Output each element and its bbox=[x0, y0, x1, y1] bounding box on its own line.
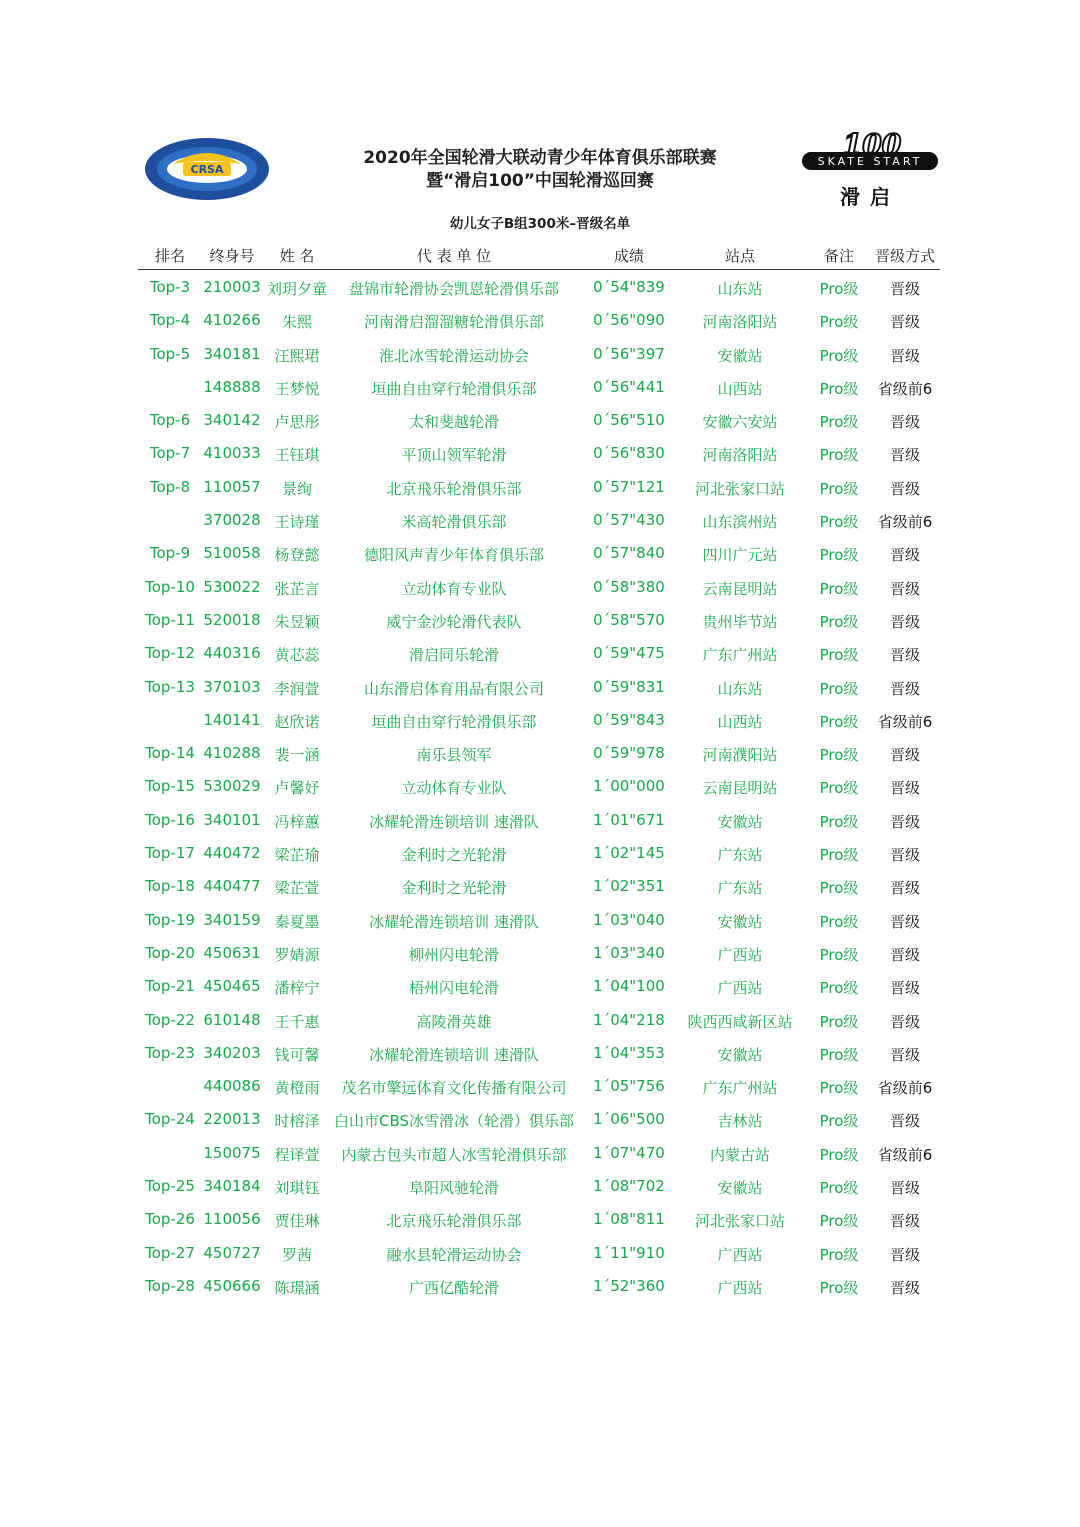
cell-note: Pro级 bbox=[819, 1245, 859, 1264]
cell-id: 440086 bbox=[203, 1077, 261, 1096]
cell-time: 0´59"978 bbox=[593, 744, 665, 763]
cell-id: 370103 bbox=[203, 677, 261, 696]
cell-promo: 晋级 bbox=[889, 413, 920, 432]
cell-note: Pro级 bbox=[819, 812, 859, 831]
cell-promo: 晋级 bbox=[889, 945, 920, 964]
cell-time: 1´03"340 bbox=[593, 943, 665, 962]
cell-time: 1´04"218 bbox=[593, 1010, 665, 1029]
cell-note: Pro级 bbox=[819, 1112, 859, 1131]
cell-rank: Top-14 bbox=[145, 744, 195, 763]
table-row bbox=[138, 671, 940, 704]
table-row bbox=[138, 870, 940, 903]
cell-note: Pro级 bbox=[819, 1278, 859, 1297]
cell-id: 210003 bbox=[203, 278, 261, 296]
cell-station: 山东站 bbox=[717, 679, 763, 698]
table-row bbox=[138, 338, 940, 371]
cell-id: 148888 bbox=[203, 377, 261, 396]
cell-station: 安徽站 bbox=[717, 346, 763, 365]
cell-station: 广东广州站 bbox=[702, 646, 778, 665]
cell-rank: Top-9 bbox=[149, 544, 191, 563]
cell-name: 潘梓宁 bbox=[274, 979, 320, 998]
skate-start-logo bbox=[800, 128, 940, 212]
cell-promo: 晋级 bbox=[889, 879, 920, 898]
cell-station: 安徽站 bbox=[717, 912, 763, 931]
cell-note: Pro级 bbox=[819, 579, 859, 598]
cell-rank: Top-20 bbox=[145, 943, 195, 962]
cell-station: 河南濮阳站 bbox=[702, 746, 778, 765]
cell-name: 杨登懿 bbox=[274, 546, 320, 565]
cell-rank: Top-27 bbox=[145, 1243, 195, 1262]
cell-id: 440477 bbox=[203, 877, 261, 896]
table-row bbox=[138, 1170, 940, 1203]
header-station: 站点 bbox=[724, 247, 755, 265]
cell-id: 340203 bbox=[203, 1043, 261, 1062]
cell-station: 广西站 bbox=[717, 979, 763, 998]
cell-club: 梧州闪电轮滑 bbox=[408, 979, 499, 998]
cell-station: 云南昆明站 bbox=[702, 579, 778, 598]
cell-station: 吉林站 bbox=[717, 1112, 763, 1131]
cell-id: 410288 bbox=[203, 744, 261, 763]
cell-club: 融水县轮滑运动协会 bbox=[386, 1245, 522, 1264]
crsa-logo-text: CRSA bbox=[190, 163, 224, 176]
cell-club: 滑启同乐轮滑 bbox=[408, 646, 499, 665]
cell-club: 高陵滑英雄 bbox=[416, 1012, 492, 1031]
table-header bbox=[138, 243, 940, 269]
cell-id: 410033 bbox=[203, 444, 261, 463]
table-row bbox=[138, 571, 940, 604]
cell-note: Pro级 bbox=[819, 779, 859, 798]
cell-name: 朱昱颖 bbox=[274, 612, 320, 631]
cell-id: 520018 bbox=[203, 610, 261, 629]
cell-rank: Top-3 bbox=[149, 278, 191, 296]
cell-promo: 晋级 bbox=[889, 846, 920, 865]
cell-time: 1´02"351 bbox=[593, 877, 665, 896]
cell-rank: Top-19 bbox=[145, 910, 195, 929]
cell-note: Pro级 bbox=[819, 546, 859, 565]
cell-club: 冰耀轮滑连锁培训 速滑队 bbox=[369, 812, 539, 831]
cell-note: Pro级 bbox=[819, 513, 859, 532]
cell-club: 北京飛乐轮滑俱乐部 bbox=[386, 1212, 522, 1231]
table-row bbox=[138, 1237, 940, 1270]
cell-club: 盘锦市轮滑协会凯恩轮滑俱乐部 bbox=[348, 280, 559, 298]
cell-name: 黄芯蕊 bbox=[274, 646, 320, 665]
table-row bbox=[138, 1037, 940, 1070]
cell-station: 广东站 bbox=[717, 846, 763, 865]
cell-time: 0´54"839 bbox=[593, 278, 665, 296]
table-row bbox=[138, 804, 940, 837]
cell-station: 河北张家口站 bbox=[694, 479, 785, 498]
cell-promo: 晋级 bbox=[889, 579, 920, 598]
cell-club: 德阳风声青少年体育俱乐部 bbox=[363, 546, 544, 565]
table-row bbox=[138, 737, 940, 770]
cell-id: 340101 bbox=[203, 810, 261, 829]
table-row bbox=[138, 404, 940, 437]
cell-name: 王梦悦 bbox=[274, 379, 320, 398]
cell-note: Pro级 bbox=[819, 479, 859, 498]
cell-time: 1´01"671 bbox=[593, 810, 665, 829]
cell-id: 140141 bbox=[203, 710, 261, 729]
cell-time: 0´59"475 bbox=[593, 644, 665, 663]
cell-club: 金利时之光轮滑 bbox=[401, 879, 507, 898]
cell-note: Pro级 bbox=[819, 712, 859, 731]
cell-rank: Top-21 bbox=[145, 977, 195, 996]
header-promo: 晋级方式 bbox=[874, 247, 935, 265]
cell-station: 山东站 bbox=[717, 280, 763, 298]
results-table bbox=[138, 271, 940, 1303]
cell-note: Pro级 bbox=[819, 446, 859, 465]
cell-note: Pro级 bbox=[819, 912, 859, 931]
cell-note: Pro级 bbox=[819, 1079, 859, 1098]
cell-name: 张芷言 bbox=[274, 579, 320, 598]
cell-promo: 晋级 bbox=[889, 1112, 920, 1131]
table-row bbox=[138, 1137, 940, 1170]
cell-name: 卢馨妤 bbox=[274, 779, 320, 798]
cell-promo: 晋级 bbox=[889, 313, 920, 332]
table-row bbox=[138, 271, 940, 304]
cell-name: 景绚 bbox=[281, 479, 312, 498]
cell-id: 340184 bbox=[203, 1177, 261, 1196]
cell-promo: 省级前6 bbox=[877, 712, 933, 731]
cell-name: 刘琪钰 bbox=[274, 1179, 320, 1198]
cell-id: 150075 bbox=[203, 1143, 261, 1162]
cell-id: 340159 bbox=[203, 910, 261, 929]
cell-name: 秦夏墨 bbox=[274, 912, 320, 931]
cell-promo: 晋级 bbox=[889, 546, 920, 565]
cell-club: 阜阳风驰轮滑 bbox=[408, 1179, 499, 1198]
cell-promo: 晋级 bbox=[889, 646, 920, 665]
cell-station: 安徽站 bbox=[717, 1045, 763, 1064]
cell-club: 平顶山领军轮滑 bbox=[401, 446, 507, 465]
cell-rank: Top-11 bbox=[145, 610, 195, 629]
cell-promo: 晋级 bbox=[889, 912, 920, 931]
table-row bbox=[138, 1103, 940, 1136]
cell-time: 1´02"145 bbox=[593, 844, 665, 863]
cell-promo: 晋级 bbox=[889, 779, 920, 798]
cell-name: 黄橙雨 bbox=[274, 1079, 320, 1098]
cell-station: 安徽站 bbox=[717, 1179, 763, 1198]
cell-time: 0´56"090 bbox=[593, 311, 665, 330]
cell-promo: 晋级 bbox=[889, 679, 920, 698]
cell-note: Pro级 bbox=[819, 1145, 859, 1164]
cell-station: 广西站 bbox=[717, 1245, 763, 1264]
page-subtitle: 幼儿女子B组300米–晋级名单 bbox=[449, 216, 631, 232]
cell-club: 冰耀轮滑连锁培训 速滑队 bbox=[369, 912, 539, 931]
cell-station: 四川广元站 bbox=[702, 546, 778, 565]
cell-name: 朱熙 bbox=[281, 313, 312, 332]
cell-note: Pro级 bbox=[819, 379, 859, 398]
cell-station: 山西站 bbox=[717, 379, 763, 398]
cell-station: 河南洛阳站 bbox=[702, 446, 778, 465]
skate-start-logo-text: SKATE START bbox=[817, 155, 923, 168]
cell-rank: Top-25 bbox=[145, 1177, 195, 1196]
cell-club: 柳州闪电轮滑 bbox=[408, 945, 499, 964]
cell-time: 1´04"353 bbox=[593, 1043, 665, 1062]
header-rank: 排名 bbox=[154, 247, 185, 265]
cell-promo: 晋级 bbox=[889, 446, 920, 465]
cell-station: 内蒙古站 bbox=[709, 1145, 770, 1164]
table-row bbox=[138, 704, 940, 737]
cell-name: 梁芷萱 bbox=[274, 879, 320, 898]
cell-promo: 晋级 bbox=[889, 1179, 920, 1198]
cell-name: 刘玥夕童 bbox=[266, 280, 327, 298]
cell-id: 450727 bbox=[203, 1243, 261, 1262]
cell-id: 510058 bbox=[203, 544, 261, 563]
cell-promo: 晋级 bbox=[889, 812, 920, 831]
cell-club: 太和斐越轮滑 bbox=[408, 413, 499, 432]
cell-name: 陈璟涵 bbox=[274, 1278, 320, 1297]
cell-rank: Top-26 bbox=[145, 1210, 195, 1229]
cell-id: 440472 bbox=[203, 844, 261, 863]
cell-note: Pro级 bbox=[819, 1045, 859, 1064]
cell-club: 垣曲自由穿行轮滑俱乐部 bbox=[371, 379, 537, 398]
cell-rank: Top-13 bbox=[145, 677, 195, 696]
cell-club: 北京飛乐轮滑俱乐部 bbox=[386, 479, 522, 498]
cell-promo: 晋级 bbox=[889, 1045, 920, 1064]
cell-station: 山东滨州站 bbox=[702, 513, 778, 532]
cell-name: 王钰琪 bbox=[274, 446, 320, 465]
cell-promo: 晋级 bbox=[889, 612, 920, 631]
table-row bbox=[138, 904, 940, 937]
table-row bbox=[138, 437, 940, 470]
cell-note: Pro级 bbox=[819, 1212, 859, 1231]
table-row bbox=[138, 637, 940, 670]
cell-promo: 省级前6 bbox=[877, 1145, 933, 1164]
cell-id: 370028 bbox=[203, 511, 261, 530]
cell-time: 0´56"510 bbox=[593, 411, 665, 430]
cell-id: 110056 bbox=[203, 1210, 261, 1229]
cell-rank: Top-15 bbox=[145, 777, 195, 796]
table-row bbox=[138, 1004, 940, 1037]
cell-note: Pro级 bbox=[819, 280, 859, 298]
cell-rank: Top-8 bbox=[149, 477, 191, 496]
cell-promo: 晋级 bbox=[889, 746, 920, 765]
cell-club: 淮北冰雪轮滑运动协会 bbox=[378, 346, 529, 365]
cell-name: 裴一涵 bbox=[274, 746, 320, 765]
table-row bbox=[138, 471, 940, 504]
cell-id: 340142 bbox=[203, 411, 261, 430]
cell-id: 410266 bbox=[203, 311, 261, 330]
cell-id: 340181 bbox=[203, 344, 261, 363]
cell-promo: 省级前6 bbox=[877, 513, 933, 532]
cell-rank: Top-7 bbox=[149, 444, 191, 463]
cell-rank: Top-5 bbox=[149, 344, 191, 363]
cell-club: 威宁金沙轮滑代表队 bbox=[386, 612, 522, 631]
cell-note: Pro级 bbox=[819, 1179, 859, 1198]
cell-station: 贵州毕节站 bbox=[702, 612, 778, 631]
cell-time: 1´07"470 bbox=[593, 1143, 665, 1162]
cell-rank: Top-4 bbox=[149, 311, 191, 330]
cell-club: 立动体育专业队 bbox=[401, 779, 507, 798]
table-row bbox=[138, 837, 940, 870]
table-row bbox=[138, 537, 940, 570]
cell-rank: Top-24 bbox=[145, 1110, 195, 1129]
cell-time: 1´52"360 bbox=[593, 1276, 665, 1295]
cell-promo: 晋级 bbox=[889, 280, 920, 298]
cell-promo: 省级前6 bbox=[877, 1079, 933, 1098]
cell-promo: 晋级 bbox=[889, 1245, 920, 1264]
cell-note: Pro级 bbox=[819, 313, 859, 332]
cell-time: 1´00"000 bbox=[593, 777, 665, 796]
cell-rank: Top-18 bbox=[145, 877, 195, 896]
cell-promo: 晋级 bbox=[889, 979, 920, 998]
cell-rank: Top-6 bbox=[149, 411, 191, 430]
cell-club: 冰耀轮滑连锁培训 速滑队 bbox=[369, 1045, 539, 1064]
cell-station: 安徽站 bbox=[717, 812, 763, 831]
cell-name: 李润萱 bbox=[274, 679, 320, 698]
cell-note: Pro级 bbox=[819, 846, 859, 865]
cell-note: Pro级 bbox=[819, 979, 859, 998]
page-title-line2: 暨“滑启100”中国轮滑巡回赛 bbox=[426, 171, 654, 191]
table-row bbox=[138, 970, 940, 1003]
cell-time: 0´57"121 bbox=[593, 477, 665, 496]
cell-station: 山西站 bbox=[717, 712, 763, 731]
cell-note: Pro级 bbox=[819, 612, 859, 631]
cell-name: 程译萱 bbox=[274, 1145, 320, 1164]
skate-start-logo-cn: 滑启 bbox=[840, 185, 900, 209]
cell-station: 云南昆明站 bbox=[702, 779, 778, 798]
cell-rank: Top-17 bbox=[145, 844, 195, 863]
cell-club: 立动体育专业队 bbox=[401, 579, 507, 598]
cell-name: 卢思彤 bbox=[274, 413, 320, 432]
cell-promo: 晋级 bbox=[889, 1012, 920, 1031]
cell-time: 1´06"500 bbox=[593, 1110, 665, 1129]
cell-name: 梁芷瑜 bbox=[274, 846, 320, 865]
skate-start-logo-number: 100 bbox=[842, 128, 902, 161]
table-row bbox=[138, 304, 940, 337]
cell-time: 0´59"831 bbox=[593, 677, 665, 696]
cell-time: 1´03"040 bbox=[593, 910, 665, 929]
cell-name: 赵欣诺 bbox=[274, 712, 320, 731]
cell-station: 陕西西咸新区站 bbox=[687, 1012, 793, 1031]
header-club: 代 表 单 位 bbox=[416, 247, 492, 265]
cell-rank: Top-16 bbox=[145, 810, 195, 829]
cell-station: 广东广州站 bbox=[702, 1079, 778, 1098]
cell-time: 0´59"843 bbox=[593, 710, 665, 729]
cell-time: 0´57"430 bbox=[593, 511, 665, 530]
cell-name: 罗婧源 bbox=[274, 945, 320, 964]
cell-promo: 晋级 bbox=[889, 1212, 920, 1231]
cell-club: 垣曲自由穿行轮滑俱乐部 bbox=[371, 712, 537, 731]
cell-note: Pro级 bbox=[819, 1012, 859, 1031]
header-id: 终身号 bbox=[209, 247, 255, 265]
cell-time: 1´08"811 bbox=[593, 1210, 665, 1229]
cell-station: 河南洛阳站 bbox=[702, 313, 778, 332]
cell-promo: 晋级 bbox=[889, 479, 920, 498]
cell-note: Pro级 bbox=[819, 346, 859, 365]
cell-rank: Top-22 bbox=[145, 1010, 195, 1029]
cell-club: 广西亿酷轮滑 bbox=[408, 1278, 499, 1297]
cell-note: Pro级 bbox=[819, 945, 859, 964]
header-name: 姓 名 bbox=[279, 247, 315, 265]
cell-id: 110057 bbox=[203, 477, 261, 496]
cell-name: 时榕泽 bbox=[274, 1112, 320, 1131]
cell-club: 米高轮滑俱乐部 bbox=[401, 513, 507, 532]
cell-station: 广西站 bbox=[717, 1278, 763, 1297]
cell-club: 南乐县领军 bbox=[416, 746, 492, 765]
cell-id: 450465 bbox=[203, 977, 261, 996]
cell-club: 山东滑启体育用品有限公司 bbox=[363, 679, 544, 698]
cell-name: 钱可馨 bbox=[274, 1045, 320, 1064]
cell-note: Pro级 bbox=[819, 679, 859, 698]
cell-time: 1´11"910 bbox=[593, 1243, 665, 1262]
table-row bbox=[138, 1203, 940, 1236]
cell-station: 安徽六安站 bbox=[702, 413, 778, 432]
cell-time: 1´04"100 bbox=[593, 977, 665, 996]
cell-time: 0´56"830 bbox=[593, 444, 665, 463]
cell-time: 0´58"570 bbox=[593, 610, 665, 629]
table-row bbox=[138, 371, 940, 404]
cell-club: 茂名市擎远体育文化传播有限公司 bbox=[341, 1079, 567, 1098]
cell-rank: Top-10 bbox=[145, 577, 195, 596]
cell-station: 广西站 bbox=[717, 945, 763, 964]
cell-id: 220013 bbox=[203, 1110, 261, 1129]
cell-name: 罗茜 bbox=[281, 1245, 312, 1264]
cell-note: Pro级 bbox=[819, 746, 859, 765]
cell-promo: 晋级 bbox=[889, 1278, 920, 1297]
cell-time: 0´56"441 bbox=[593, 377, 665, 396]
header-note: 备注 bbox=[823, 247, 854, 265]
cell-id: 450666 bbox=[203, 1276, 261, 1295]
page-title-line1: 2020年全国轮滑大联动青少年体育俱乐部联赛 bbox=[363, 148, 717, 168]
table-row bbox=[138, 604, 940, 637]
table-row bbox=[138, 1070, 940, 1103]
table-row bbox=[138, 937, 940, 970]
table-row bbox=[138, 770, 940, 803]
cell-club: 河南滑启溜溜糖轮滑俱乐部 bbox=[363, 313, 544, 332]
cell-name: 王诗瑾 bbox=[274, 513, 320, 532]
cell-id: 530029 bbox=[203, 777, 261, 796]
header-time: 成绩 bbox=[613, 247, 644, 265]
cell-rank: Top-12 bbox=[145, 644, 195, 663]
cell-club: 金利时之光轮滑 bbox=[401, 846, 507, 865]
cell-rank: Top-28 bbox=[145, 1276, 195, 1295]
cell-time: 0´56"397 bbox=[593, 344, 665, 363]
header-divider bbox=[138, 269, 940, 270]
cell-id: 610148 bbox=[203, 1010, 261, 1029]
cell-time: 1´08"702 bbox=[593, 1177, 665, 1196]
table-row bbox=[138, 1270, 940, 1303]
cell-id: 440316 bbox=[203, 644, 261, 663]
cell-promo: 省级前6 bbox=[877, 379, 933, 398]
cell-note: Pro级 bbox=[819, 879, 859, 898]
table-row bbox=[138, 504, 940, 537]
crsa-logo bbox=[143, 136, 271, 202]
cell-name: 王千惠 bbox=[274, 1012, 320, 1031]
cell-rank: Top-23 bbox=[145, 1043, 195, 1062]
cell-time: 0´58"380 bbox=[593, 577, 665, 596]
cell-promo: 晋级 bbox=[889, 346, 920, 365]
cell-club: 内蒙古包头市超人冰雪轮滑俱乐部 bbox=[341, 1145, 567, 1164]
cell-station: 河北张家口站 bbox=[694, 1212, 785, 1231]
cell-name: 冯梓蕙 bbox=[274, 812, 320, 831]
cell-note: Pro级 bbox=[819, 413, 859, 432]
cell-id: 450631 bbox=[203, 943, 261, 962]
cell-name: 贾佳琳 bbox=[274, 1212, 320, 1231]
cell-station: 广东站 bbox=[717, 879, 763, 898]
cell-name: 汪熙珺 bbox=[274, 346, 320, 365]
cell-time: 1´05"756 bbox=[593, 1077, 665, 1096]
cell-club: 白山市CBS冰雪滑冰（轮滑）俱乐部 bbox=[334, 1112, 575, 1131]
cell-time: 0´57"840 bbox=[593, 544, 665, 563]
cell-id: 530022 bbox=[203, 577, 261, 596]
cell-note: Pro级 bbox=[819, 646, 859, 665]
